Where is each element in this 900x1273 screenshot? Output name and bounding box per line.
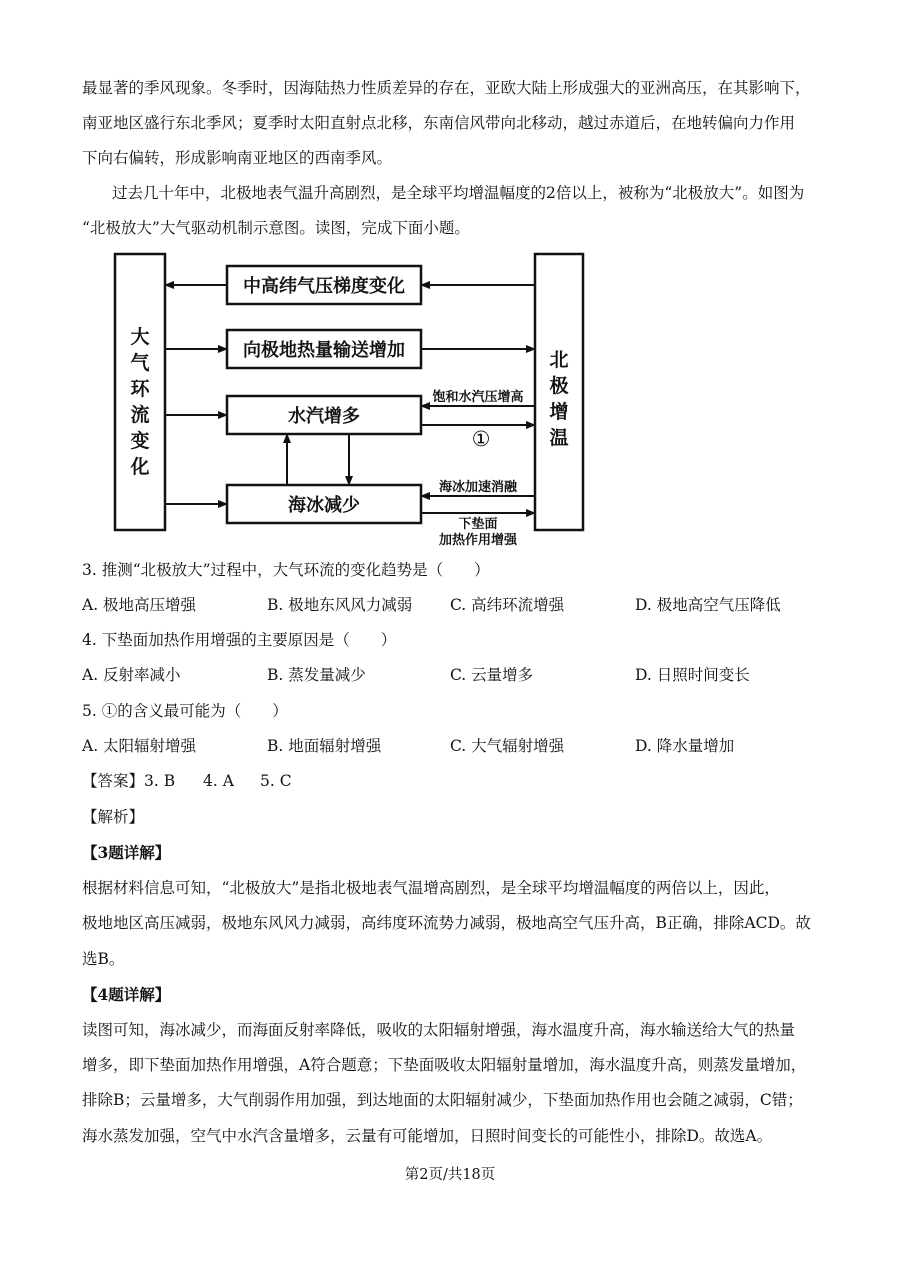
q5-option-a: A. 太阳辐射增强 xyxy=(82,737,197,755)
svg-text:北: 北 xyxy=(549,349,569,371)
svg-text:极: 极 xyxy=(549,375,569,397)
q3-option-c: C. 高纬环流增强 xyxy=(450,596,565,614)
svg-text:大: 大 xyxy=(130,326,150,348)
answer-5: 5. C xyxy=(260,772,292,790)
svg-text:流: 流 xyxy=(130,404,150,426)
water-vapor-label: 水汽增多 xyxy=(288,406,360,427)
svg-text:环: 环 xyxy=(130,378,150,400)
material-line-1: 过去几十年中，北极地表气温升高剧烈，是全球平均增温幅度的2倍以上，被称为“北极放大”。如图为 xyxy=(112,184,805,202)
detail-4-line-3: 排除B；云量增多，大气削弱作用加强，到达地面的太阳辐射减少，下垫面加热作用也会随之减弱，C错； xyxy=(82,1091,803,1109)
q4-option-d: D. 日照时间变长 xyxy=(635,666,750,684)
q3-option-a: A. 极地高压增强 xyxy=(82,596,197,614)
question-3-stem: 3. 推测“北极放大”过程中，大气环流的变化趋势是（ ） xyxy=(82,561,490,579)
surface-heating-label-2: 加热作用增强 xyxy=(438,533,518,548)
svg-text:变: 变 xyxy=(130,430,150,452)
material-line-2: “北极放大”大气驱动机制示意图。读图，完成下面小题。 xyxy=(82,219,470,237)
answer-label: 【答案】 xyxy=(82,772,145,790)
q5-option-c: C. 大气辐射增强 xyxy=(450,737,565,755)
q3-option-b: B. 极地东风风力减弱 xyxy=(267,596,413,614)
detail-4-line-4: 海水蒸发加强，空气中水汽含量增多，云量有可能增加，日照时间变长的可能性小，排除D。故选A。 xyxy=(82,1127,773,1145)
q5-option-d: D. 降水量增加 xyxy=(635,737,735,755)
heat-transport-label: 向极地热量输送增加 xyxy=(243,340,405,361)
sea-ice-label: 海冰减少 xyxy=(288,495,360,516)
svg-text:化: 化 xyxy=(130,456,150,478)
q5-option-b: B. 地面辐射增强 xyxy=(267,737,382,755)
q4-option-a: A. 反射率减小 xyxy=(82,666,181,684)
q3-option-d: D. 极地高空气压降低 xyxy=(635,596,781,614)
surface-heating-label-1: 下垫面 xyxy=(458,517,498,532)
answer-4: 4. A xyxy=(203,772,234,790)
detail-4-line-2: 增多，即下垫面加热作用增强，A符合题意；下垫面吸收太阳辐射量增加，海水温度升高，则蒸发量增加， xyxy=(82,1056,807,1074)
q4-option-b: B. 蒸发量减少 xyxy=(267,666,366,684)
saturation-vapor-label: 饱和水汽压增高 xyxy=(432,390,524,405)
intro-line-2: 南亚地区盛行东北季风；夏季时太阳直射点北移，东南信风带向北移动，越过赤道后，在地转偏向力作用 xyxy=(82,114,796,132)
detail-4-line-1: 读图可知，海冰减少，而海面反射率降低，吸收的太阳辐射增强，海水温度升高，海水输送给大气的热量 xyxy=(82,1021,796,1039)
answer-3: 3. B xyxy=(144,772,176,790)
svg-text:气: 气 xyxy=(130,352,150,374)
pressure-gradient-label: 中高纬气压梯度变化 xyxy=(243,276,405,297)
analysis-label: 【解析】 xyxy=(82,808,145,826)
intro-line-3: 下向右偏转，形成影响南亚地区的西南季风。 xyxy=(82,149,393,167)
question-5-stem: 5. ①的含义最可能为（ ） xyxy=(82,702,288,720)
arctic-amplification-diagram xyxy=(105,248,595,548)
sea-ice-melt-label: 海冰加速消融 xyxy=(438,480,518,495)
detail-3-line-2: 极地地区高压减弱，极地东风风力减弱，高纬度环流势力减弱，极地高空气压升高，B正确，排除ACD。故 xyxy=(82,914,811,932)
circle-one-label: ① xyxy=(471,427,491,451)
page-footer: 第2页/共18页 xyxy=(404,1167,496,1183)
svg-text:增: 增 xyxy=(549,401,569,423)
svg-text:温: 温 xyxy=(549,427,569,449)
detail-3-heading: 【3题详解】 xyxy=(82,843,171,862)
intro-line-1: 最显著的季风现象。冬季时，因海陆热力性质差异的存在，亚欧大陆上形成强大的亚洲高压，在其影响下， xyxy=(82,79,811,97)
detail-3-line-1: 根据材料信息可知，“北极放大”是指北极地表气温增高剧烈，是全球平均增温幅度的两倍以上，因此， xyxy=(82,879,780,897)
detail-3-line-3: 选B。 xyxy=(82,950,125,968)
question-4-stem: 4. 下垫面加热作用增强的主要原因是（ ） xyxy=(82,631,397,649)
detail-4-heading: 【4题详解】 xyxy=(82,985,171,1004)
q4-option-c: C. 云量增多 xyxy=(450,666,534,684)
